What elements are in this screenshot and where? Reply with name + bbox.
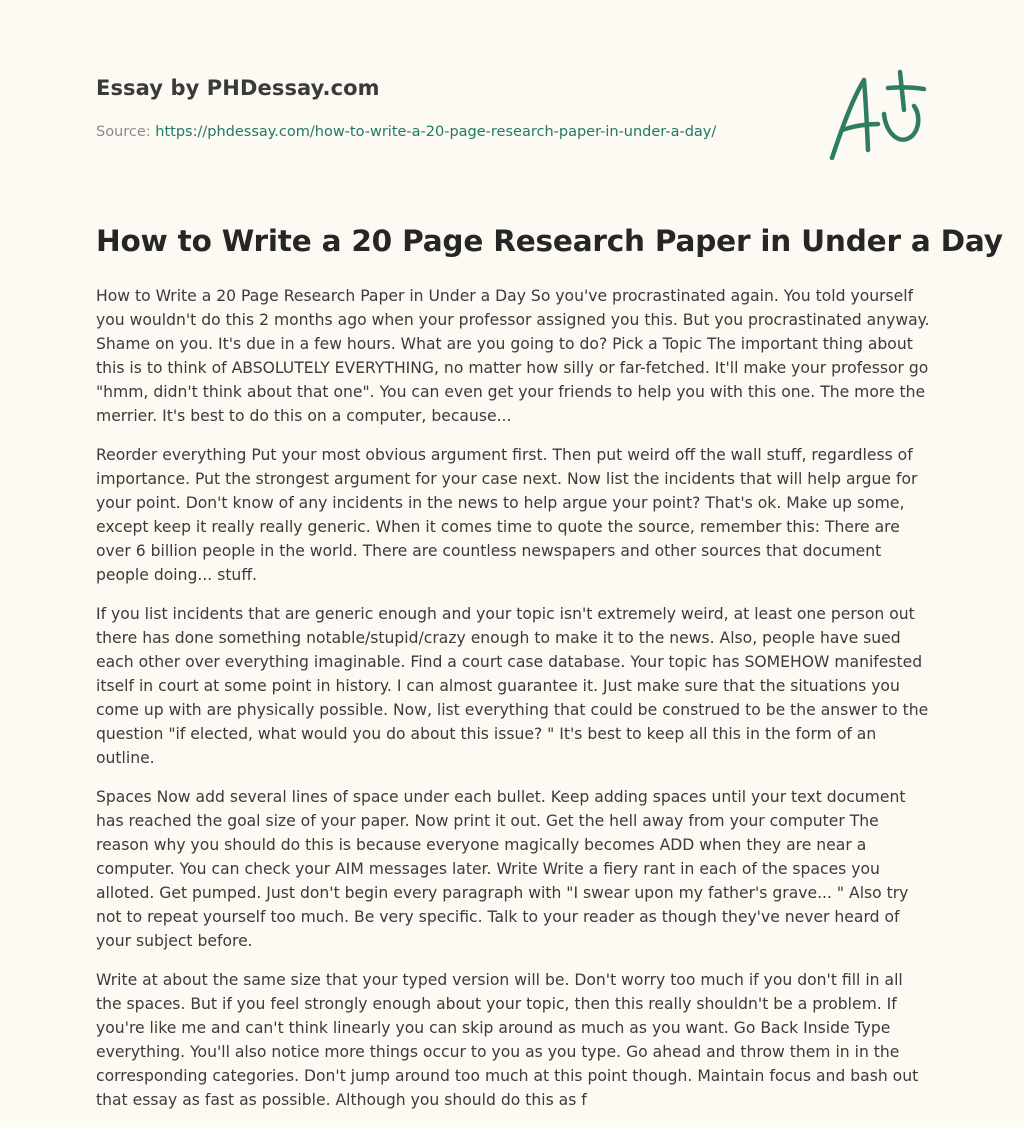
paragraph: If you list incidents that are generic enough and your topic isn't extremely weird, at least one person out there has done something notable/stupid/crazy enough to make it to the news. Also, people have sued each other over everything imaginable. Find a court case database. Your topic has SOMEHOW manifested itself in court at some point in history. I can almost guarantee it. Just make sure that the situations you come up with are physically possible. Now, list everything that could be construed to be the answer to the question "if elected, what would you do about this issue? " It's best to keep all this in the form of an outline. [96, 605, 929, 767]
a-plus-grade-icon-graphic [820, 66, 930, 166]
article-title: How to Write a 20 Page Research Paper in Under a Day [96, 224, 1003, 258]
paragraph: Reorder everything Put your most obvious argument first. Then put weird off the wall stuff, regardless of importance. Put the strongest argument for your case next. Now list the incidents that will help argue for your point. Don't know of any incidents in the news to help argue your point? That's ok. Make up some, except keep it really really generic. When it comes time to quote the source, remember this: There are over 6 billion people in the world. There are countless newspapers and other sources that document people doing... stuff. [96, 446, 918, 584]
paragraph: Write at about the same size that your typed version will be. Don't worry too much if you don't fill in all the spaces. But if you feel strongly enough about your topic, then this really shouldn't be a problem. If you're like me and can't think linearly you can skip around as much as you want. Go Back Inside Type everything. You'll also notice more things occur to you as you type. Go ahead and throw them in in the corresponding categories. Don't jump around too much at this point though. Maintain focus and bash out that essay as fast as possible. Although you should do this as f [96, 971, 919, 1109]
source-label: Source: [96, 124, 151, 140]
article-body [96, 284, 932, 1127]
paragraph: How to Write a 20 Page Research Paper in Under a Day So you've procrastinated again. You told yourself you wouldn't do this 2 months ago when your professor assigned you this. But you procrastinated anyway. Shame on you. It's due in a few hours. What are you going to do? Pick a Topic The important thing about this is to think of ABSOLUTELY EVERYTHING, no matter how silly or far-fetched. It'll make your professor go "hmm, didn't think about that one". You can even get your friends to help you with this one. The more the merrier. It's best to do this on a computer, because... [96, 287, 930, 425]
paragraph: Spaces Now add several lines of space under each bullet. Keep adding spaces until your text document has reached the goal size of your paper. Now print it out. Get the hell away from your computer The reason why you should do this is because everyone magically becomes ADD when they are near a computer. You can check your AIM messages later. Write Write a fiery rant in each of the spaces you alloted. Get pumped. Just don't begin every paragraph with "I swear upon my father's grave... " Also try not to repeat yourself too much. Be very specific. Talk to your reader as though they've never heard of your subject before. [96, 788, 909, 950]
a-plus-grade-icon [820, 66, 930, 166]
source-link[interactable]: https://phdessay.com/how-to-write-a-20-page-research-paper-in-under-a-day/ [155, 124, 717, 140]
source-line [96, 124, 716, 140]
site-brand: Essay by PHDessay.com [96, 76, 380, 100]
